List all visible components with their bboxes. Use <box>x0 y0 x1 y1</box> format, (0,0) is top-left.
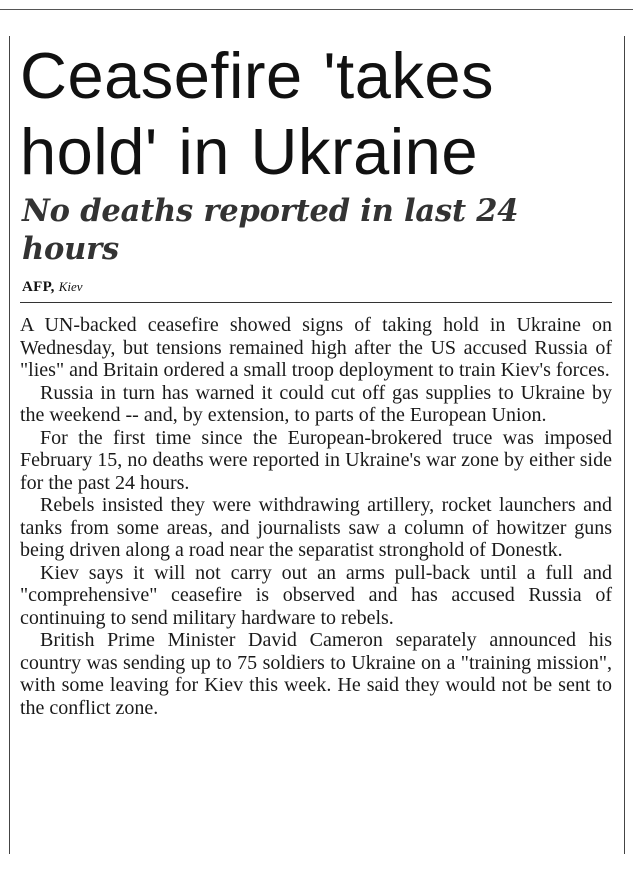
right-column-rule <box>624 36 625 854</box>
headline-line-2: hold' in Ukraine <box>20 115 478 188</box>
paragraph-4: Rebels insisted they were withdrawing artillery, rocket launchers and tanks from some areas, and journalists saw a column of howitzer guns being driven along a road near the separatist stronghold of Donestk. <box>20 494 612 561</box>
headline <box>20 38 612 190</box>
subheadline: No deaths reported in last 24 hours <box>22 193 519 267</box>
byline-divider <box>20 302 612 303</box>
top-page-rule <box>0 9 633 10</box>
news-article <box>20 38 612 719</box>
paragraph-6: British Prime Minister David Cameron separately announced his country was sending up to 75 soldiers to Ukraine on a "training mission", with some leaving for Kiev this week. He said they would not be sent to the conflict zone. <box>20 629 612 719</box>
paragraph-5: Kiev says it will not carry out an arms pull-back until a full and "comprehensive" ceasefire is observed and has accused Russia of continuing to send military hardware to rebels. <box>20 561 612 629</box>
paragraph-1: A UN-backed ceasefire showed signs of taking hold in Ukraine on Wednesday, but tensions remained high after the US accused Russia of "lies" and Britain ordered a small troop deployment to train Kiev's forces. <box>20 314 612 381</box>
byline <box>22 278 612 296</box>
paragraph-2: Russia in turn has warned it could cut off gas supplies to Ukraine by the weekend -- and, by extension, to parts of the European Union. <box>20 381 612 426</box>
article-body <box>20 314 612 719</box>
left-column-rule <box>9 36 10 854</box>
byline-agency: AFP, <box>22 279 55 295</box>
byline-location: Kiev <box>58 279 83 294</box>
headline-line-1: Ceasefire 'takes <box>20 39 495 112</box>
paragraph-3: For the first time since the European-brokered truce was imposed February 15, no deaths were reported in Ukraine's war zone by either side for the past 24 hours. <box>20 426 612 494</box>
